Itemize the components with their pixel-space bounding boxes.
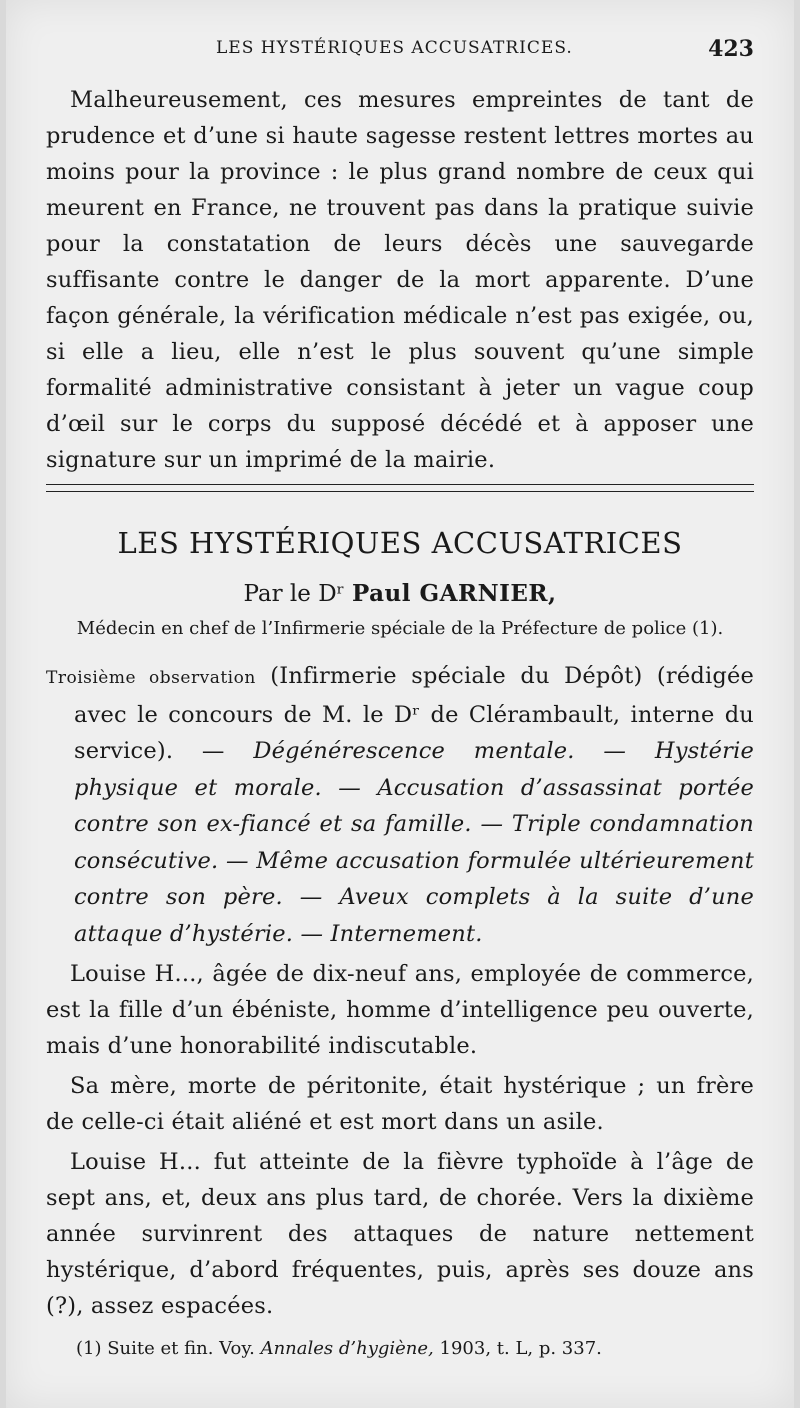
- previous-article-text: [46, 82, 754, 478]
- author-name: Paul GARNIER,: [351, 580, 557, 607]
- observation-paragraph: [46, 658, 754, 952]
- observation-label: Troisième observation: [46, 668, 256, 688]
- footnote: [76, 1338, 756, 1359]
- footnote-ref: 1903, t. L, p. 337.: [439, 1338, 602, 1359]
- section-divider: [46, 484, 754, 492]
- page-number: 423: [708, 36, 754, 62]
- author-affiliation: Médecin en chef de l’Infirmerie spéciale de la Préfecture de police (1).: [76, 618, 724, 639]
- footnote-journal: Annales d’hygiène,: [260, 1338, 434, 1359]
- article-title: LES HYSTÉRIQUES ACCUSATRICES: [117, 526, 683, 560]
- paragraph: Sa mère, morte de péritonite, était hystérique ; un frère de celle-ci était aliéné et est mort dans un asile.: [46, 1073, 754, 1135]
- paragraph: Louise H..., âgée de dix-neuf ans, employée de commerce, est la fille d’un ébéniste, homme d’intelligence peu ouverte, mais d’une honorabilité indiscutable.: [46, 961, 754, 1059]
- observation-summary: Dégénérescence mentale. — Hystérie physique et morale. — Accusation d’assassinat portée contre son ex-fiancé et sa famille. — Triple condamnation consécutive. — Même accusation formulée ultérieurement contre son père. — Aveux complets à la suite d’une attaque d’hystérie. — Internement.: [74, 738, 754, 947]
- paragraph: Malheureusement, ces mesures empreintes de tant de prudence et d’une si haute sagesse restent lettres mortes au moins pour la province : le plus grand nombre de ceux qui meurent en France, ne trouvent pas dans la pratique suivie pour la constatation de leurs décès une sauvegarde suffisante contre le danger de la mort apparente. D’une façon générale, la vérification médicale n’est pas exigée, ou, si elle a lieu, elle n’est le plus souvent qu’une simple formalité administrative consistant à jeter un vague coup d’œil sur le corps du supposé décédé et à apposer une signature sur un imprimé de la mairie.: [46, 87, 754, 473]
- running-head: [6, 36, 794, 66]
- body-text: [46, 956, 754, 1324]
- observation-heading: [46, 658, 754, 952]
- byline: [6, 580, 794, 607]
- footnote-text: (1) Suite et fin. Voy.: [76, 1338, 255, 1359]
- running-title: LES HYSTÉRIQUES ACCUSATRICES.: [216, 38, 573, 58]
- observation-intro: (Infirmerie spéciale du Dépôt) (rédigée avec le concours de M. le Dʳ de Clérambault, interne du service). —: [74, 663, 754, 764]
- paragraph: Louise H... fut atteinte de la fièvre typhoïde à l’âge de sept ans, et, deux ans plus tard, de chorée. Vers la dixième année survinrent des attaques de nature nettement hystérique, d’abord fréquentes, puis, après ses douze ans (?), assez espacées.: [46, 1149, 754, 1319]
- byline-prefix: Par le Dʳ: [243, 581, 345, 607]
- book-page: [6, 0, 794, 1408]
